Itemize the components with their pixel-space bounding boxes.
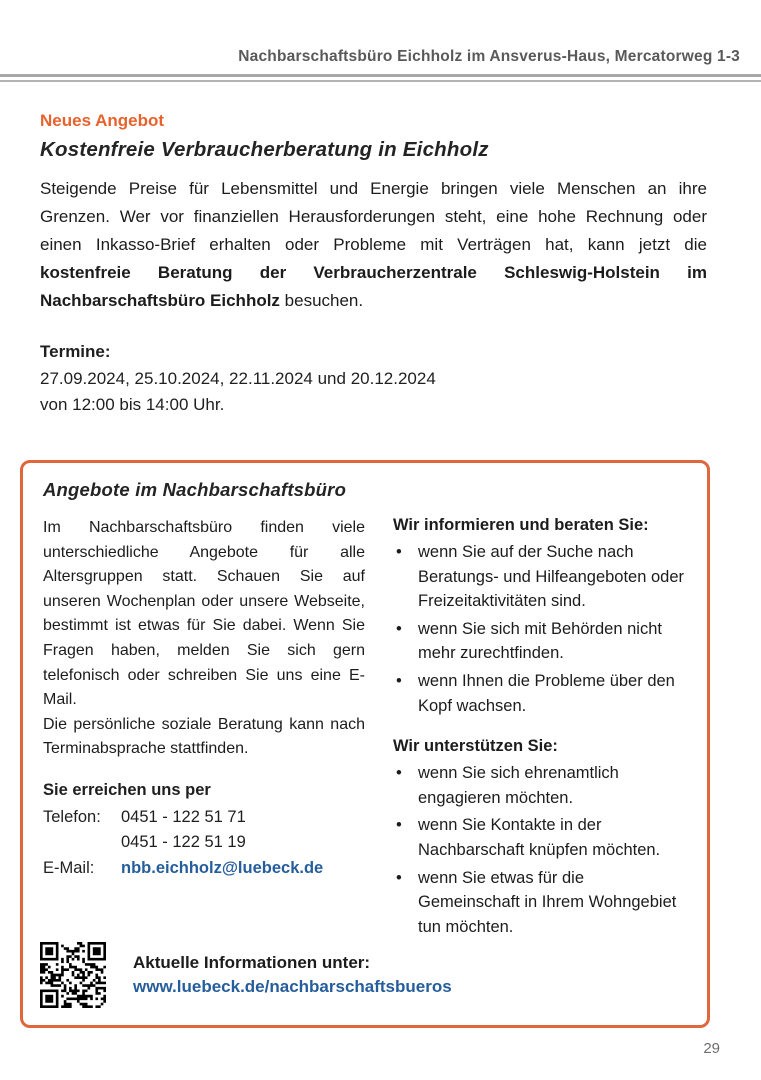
- list-item: • wenn Sie sich mit Behörden nicht mehr zurechtfinden.: [393, 617, 687, 666]
- list-item: • wenn Sie etwas für die Gemeinschaft in Ihrem Wohngebiet tun möchten.: [393, 866, 687, 940]
- termine-section: [40, 339, 707, 419]
- termine-dates: 27.09.2024, 25.10.2024, 22.11.2024 und 20.12.2024: [40, 368, 436, 388]
- email-link[interactable]: nbb.eichholz@luebeck.de: [121, 858, 324, 877]
- info-box-title: Angebote im Nachbarschaftsbüro: [43, 479, 347, 500]
- termine-time: von 12:00 bis 14:00 Uhr.: [40, 395, 225, 414]
- qr-section: [40, 942, 452, 1008]
- termine-label: Termine:: [40, 342, 111, 361]
- article: [40, 111, 707, 419]
- list-item: • wenn Sie sich ehrenamtlich engagieren möchten.: [393, 761, 687, 810]
- article-title: Kostenfreie Verbraucherberatung in Eichholz: [40, 138, 489, 161]
- contact-heading: Sie erreichen uns per: [43, 780, 211, 799]
- info-box: [20, 460, 710, 1028]
- contact-row-email: [43, 856, 365, 882]
- info-box-right-column: [393, 516, 687, 942]
- info-box-columns: [43, 516, 687, 942]
- support-list: [393, 761, 687, 939]
- phone-label: Telefon:: [43, 807, 101, 826]
- website-link[interactable]: www.luebeck.de/nachbarschaftsbueros: [133, 977, 452, 996]
- list-item: • wenn Ihnen die Probleme über den Kopf wachsen.: [393, 669, 687, 718]
- page-header-title: Nachbarschaftsbüro Eichholz im Ansverus-Haus, Mercatorweg 1-3: [238, 48, 740, 65]
- info-box-left-column: [43, 516, 365, 942]
- body-text-normal: Steigende Preise für Lebensmittel und Energie bringen viele Menschen an ihre Grenzen. Wer vor finanziellen Herausforderungen steht, eine hohe Rechnung oder einen Inkasso-Brief erhalten oder Probleme mit Verträgen hat, kann jetzt die: [40, 179, 707, 254]
- article-kicker: Neues Angebot: [40, 111, 165, 130]
- contact-section: [43, 781, 365, 882]
- list-item: • wenn Sie Kontakte in der Nachbarschaft knüpfen möchten.: [393, 813, 687, 862]
- qr-code: [40, 942, 106, 1008]
- info-box-intro-2: Die persönliche soziale Beratung kann nach Terminabsprache stattfinden.: [43, 715, 365, 758]
- header-divider: [0, 74, 761, 82]
- support-heading: Wir unterstützen Sie:: [393, 737, 558, 756]
- email-label: E-Mail:: [43, 858, 95, 877]
- qr-caption-block: [133, 953, 452, 997]
- body-text-normal-end: besuchen.: [279, 291, 364, 310]
- phone-label-spacer: [43, 830, 121, 856]
- inform-heading: Wir informieren und beraten Sie:: [393, 516, 649, 534]
- inform-list: [393, 540, 687, 718]
- article-body: [40, 175, 707, 315]
- list-item: • wenn Sie auf der Suche nach Beratungs- und Hilfeangeboten oder Freizeitaktivitäten sind.: [393, 540, 687, 614]
- page-header: [0, 0, 761, 66]
- phone-number-1: 0451 - 122 51 71: [121, 807, 246, 826]
- info-box-intro: Im Nachbarschaftsbüro finden viele unterschiedliche Angebote für alle Altersgruppen statt. Schauen Sie auf unseren Wochenplan oder unsere Webseite, bestimmt ist etwas für Sie dabei. Wenn Sie Fragen haben, melden Sie sich gern telefonisch oder schreiben Sie uns eine E-Mail.: [43, 519, 365, 709]
- qr-caption: Aktuelle Informationen unter:: [133, 953, 371, 972]
- page-number: 29: [703, 1040, 720, 1057]
- phone-number-2: 0451 - 122 51 19: [121, 833, 246, 852]
- contact-row-phone-1: [43, 805, 365, 831]
- body-text-bold: kostenfreie Beratung der Verbraucherzentrale Schleswig-Holstein im Nachbarschaftsbüro Eichholz: [40, 263, 707, 310]
- contact-row-phone-2: [43, 830, 365, 856]
- divider-thin-line: [0, 80, 761, 82]
